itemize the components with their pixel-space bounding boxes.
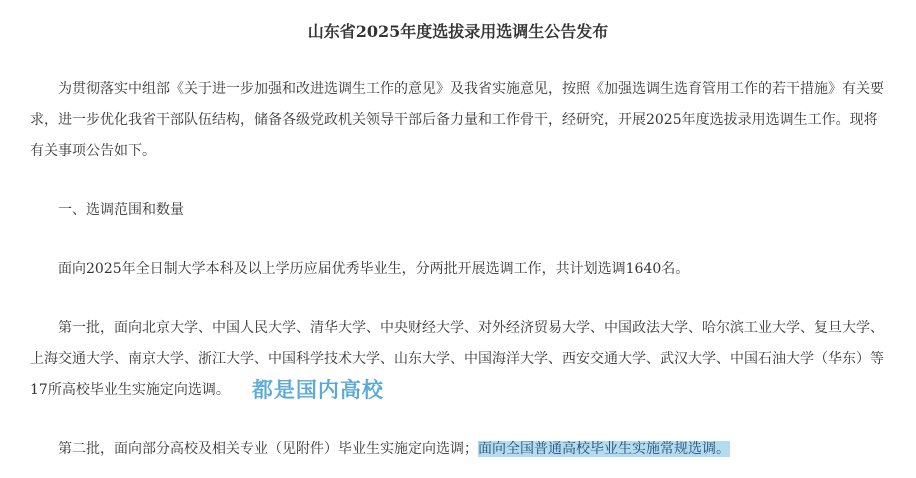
- first-batch-text: 第一批，面向北京大学、中国人民大学、清华大学、中央财经大学、对外经济贸易大学、中国政法大学、哈尔滨工业大学、复旦大学、上海交通大学、南京大学、浙江大学、中国科学技术大学、山东大学、中国海洋大学、西安交通大学、武汉大学、中国石油大学（华东）等17所高校毕业生实施定向选调。: [30, 320, 884, 398]
- second-batch-text: 第二批，面向部分高校及相关专业（见附件）毕业生实施定向选调；: [58, 441, 478, 457]
- scope-paragraph: 面向2025年全日制大学本科及以上学历应届优秀毕业生，分两批开展选调工作，共计划选调1640名。: [58, 261, 690, 277]
- annotation-overlay-text: 都是国内高校: [251, 378, 384, 402]
- first-batch-paragraph: [30, 313, 886, 406]
- intro-paragraph: 为贯彻落实中组部《关于进一步加强和改进选调生工作的意见》及我省实施意见，按照《加强选调生选育管用工作的若干措施》有关要求，进一步优化我省干部队伍结构，储备各级党政机关领导干部后备力量和工作骨干，经研究，开展2025年度选拔录用选调生工作。现将有关事项公告如下。: [30, 81, 884, 159]
- section-heading: 一、选调范围和数量: [58, 202, 184, 218]
- second-batch-highlighted-text: 面向全国普通高校毕业生实施常规选调。: [478, 441, 730, 457]
- second-batch-paragraph: [30, 434, 886, 465]
- document-title: 山东省2025年度选拔录用选调生公告发布: [307, 22, 609, 41]
